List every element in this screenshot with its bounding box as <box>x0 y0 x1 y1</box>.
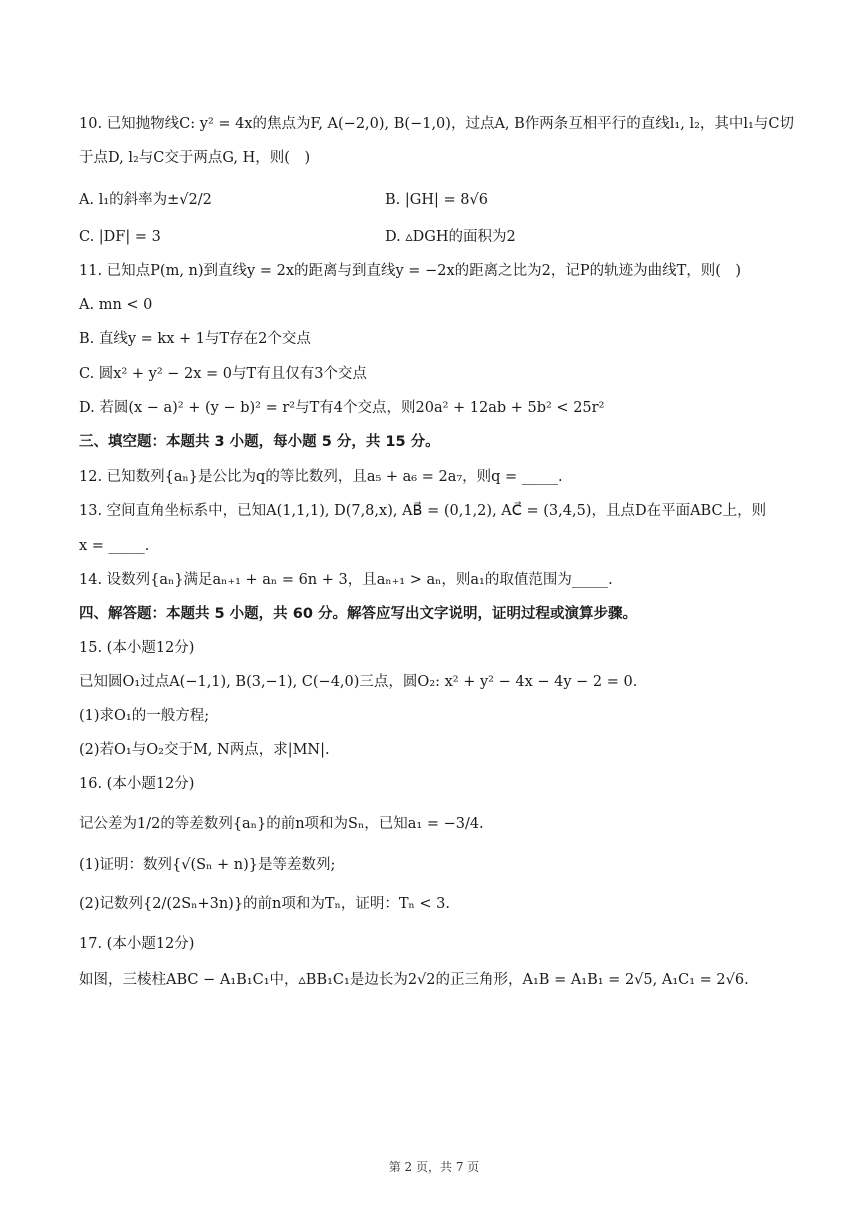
q10-option-d: D. ▵DGH的面积为2 <box>385 229 516 245</box>
q13-line2: x = _____. <box>79 538 150 554</box>
q16-part1: (1)证明：数列{√(Sₙ + n)}是等差数列; <box>79 857 336 873</box>
q13-line1: 13. 空间直角坐标系中，已知A(1,1,1), D(7,8,x), AB⃗ = (0,1,2), AC⃗ = (3,4,5)，且点D在平面ABC上，则 <box>79 503 767 519</box>
q15-header: 15. (本小题12分) <box>79 640 195 656</box>
q11-option-b: B. 直线y = kx + 1与T存在2个交点 <box>79 331 311 347</box>
q10-line2: 于点D, l₂与C交于两点G, H，则( ) <box>79 150 311 166</box>
q10-option-a: A. l₁的斜率为±√2/2 <box>79 192 212 208</box>
q11-option-d: D. 若圆(x − a)² + (y − b)² = r²与T有4个交点，则20a² + 12ab + 5b² < 25r² <box>79 400 605 416</box>
q15-part2: (2)若O₁与O₂交于M, N两点，求|MN|. <box>79 742 330 758</box>
q14: 14. 设数列{aₙ}满足aₙ₊₁ + aₙ = 6n + 3，且aₙ₊₁ > aₙ，则a₁的取值范围为_____. <box>79 572 613 588</box>
q10-option-b: B. |GH| = 8√6 <box>385 192 488 208</box>
section-fill-in-title: 三、填空题：本题共 3 小题，每小题 5 分，共 15 分。 <box>79 434 440 450</box>
q11-line1: 11. 已知点P(m, n)到直线y = 2x的距离与到直线y = −2x的距离之比为2，记P的轨迹为曲线T，则( ) <box>79 263 742 279</box>
q10-line1: 10. 已知抛物线C: y² = 4x的焦点为F, A(−2,0), B(−1,0)，过点A, B作两条互相平行的直线l₁, l₂，其中l₁与C切 <box>79 116 794 132</box>
q15-part1: (1)求O₁的一般方程; <box>79 708 210 724</box>
q17-header: 17. (本小题12分) <box>79 936 195 952</box>
q17-stem: 如图，三棱柱ABC − A₁B₁C₁中，▵BB₁C₁是边长为2√2的正三角形，A₁B = A₁B₁ = 2√5, A₁C₁ = 2√6. <box>79 972 749 988</box>
q16-header: 16. (本小题12分) <box>79 776 195 792</box>
q16-part2: (2)记数列{2/(2Sₙ+3n)}的前n项和为Tₙ，证明：Tₙ < 3. <box>79 896 450 912</box>
page-footer: 第 2 页，共 7 页 <box>388 1160 480 1174</box>
q12: 12. 已知数列{aₙ}是公比为q的等比数列，且a₅ + a₆ = 2a₇，则q = _____. <box>79 469 563 485</box>
q15-stem: 已知圆O₁过点A(−1,1), B(3,−1), C(−4,0)三点，圆O₂: x² + y² − 4x − 4y − 2 = 0. <box>79 674 638 690</box>
q11-option-a: A. mn < 0 <box>79 297 153 313</box>
section-answer-title: 四、解答题：本题共 5 小题，共 60 分。解答应写出文字说明，证明过程或演算步骤。 <box>79 606 637 622</box>
q16-stem: 记公差为1/2的等差数列{aₙ}的前n项和为Sₙ，已知a₁ = −3/4. <box>79 816 484 832</box>
q10-option-c: C. |DF| = 3 <box>79 229 161 245</box>
q11-option-c: C. 圆x² + y² − 2x = 0与T有且仅有3个交点 <box>79 366 367 382</box>
